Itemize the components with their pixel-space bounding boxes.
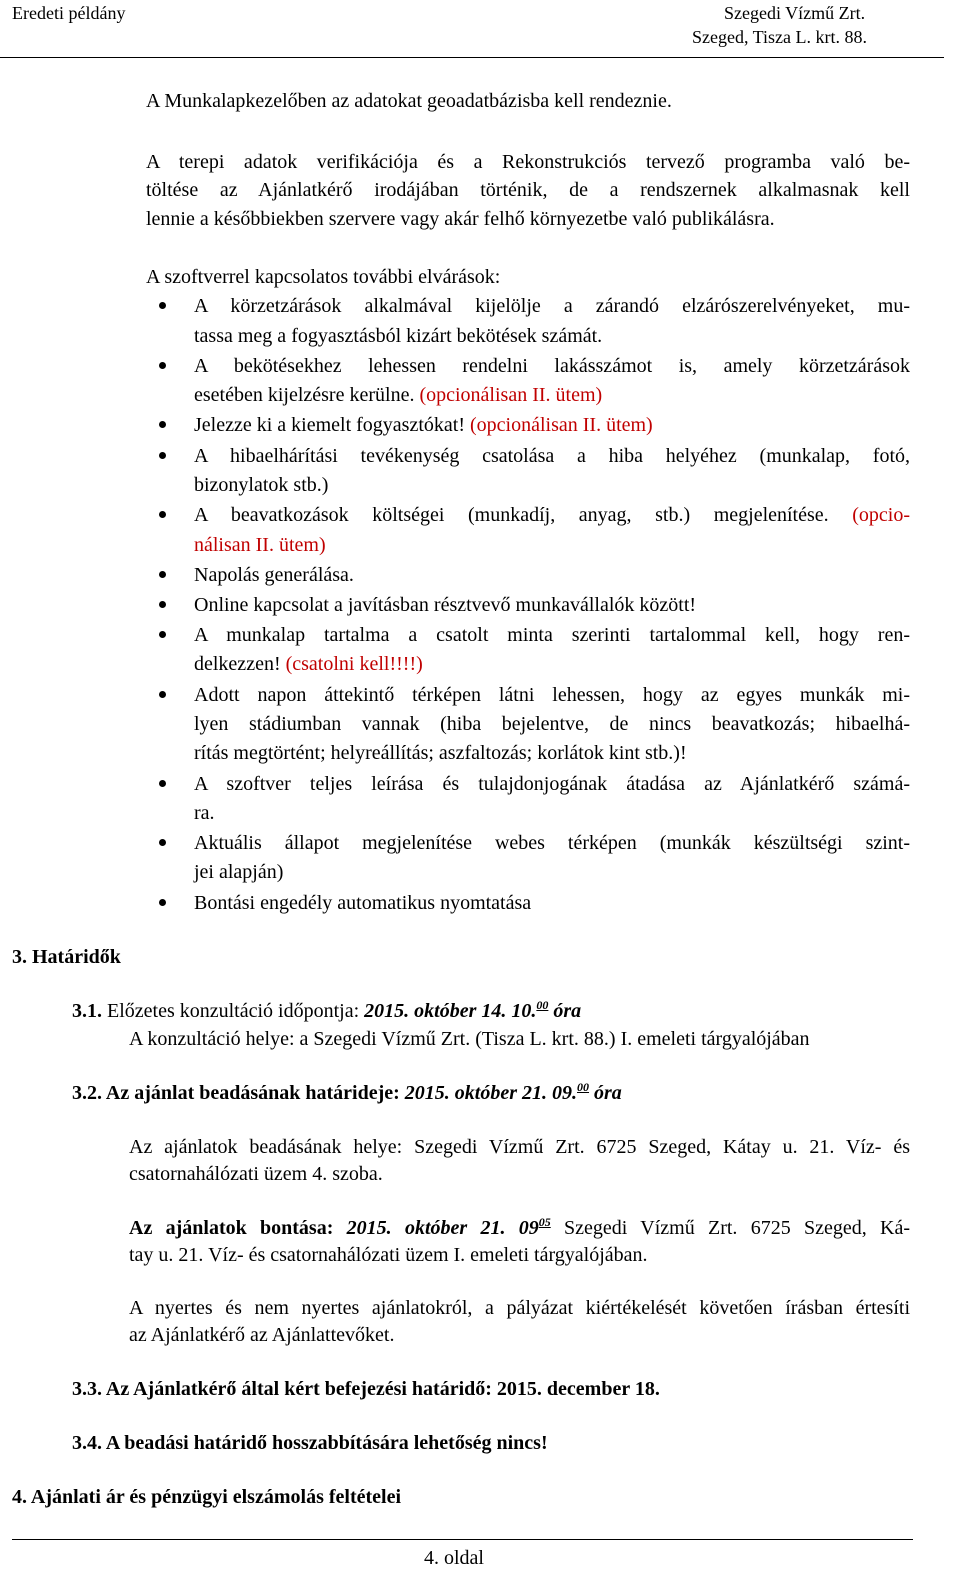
bullet-8-text: delkezzen! xyxy=(194,653,281,675)
bullet-2-text: esetében kijelzésre kerülne. xyxy=(194,384,415,406)
bullet-dot xyxy=(159,302,166,309)
item-3-2-label: Az ajánlat beadásának határideje: xyxy=(105,1082,400,1104)
section-3-heading: 3. Határidők xyxy=(12,946,121,968)
bullet-4-line2: bizonylatok stb.) xyxy=(194,474,329,496)
opening-line1 xyxy=(129,1216,910,1240)
bullet-2-line2 xyxy=(194,383,602,407)
opening-label: Az ajánlatok bontása: xyxy=(129,1217,334,1239)
bullet-dot xyxy=(159,839,166,846)
item-3-2-minutes: 00 xyxy=(577,1080,590,1094)
item-3-2-unit: óra xyxy=(594,1082,622,1104)
intro-paragraph-2-line3: lennie a későbbiekben szervere vagy akár felhő környezetbe való publikálásra. xyxy=(146,208,775,230)
item-3-1-label: Előzetes konzultáció időpontja: xyxy=(107,1000,360,1022)
intro-paragraph-1: A Munkalapkezelőben az adatokat geoadatbázisba kell rendeznie. xyxy=(146,90,672,112)
submission-place-line2: csatornahálózati üzem 4. szoba. xyxy=(129,1163,383,1185)
bullet-12: Bontási engedély automatikus nyomtatása xyxy=(194,892,532,914)
intro-paragraph-2-line2: töltése az Ajánlatkérő irodájában történik, de a rendszernek alkalmasnak kell xyxy=(146,179,910,201)
bullet-1-line2: tassa meg a fogyasztásból kizárt bekötések számát. xyxy=(194,325,603,347)
notification-line2: az Ajánlatkérő az Ajánlattevőket. xyxy=(129,1324,395,1346)
bullet-5-line2: nálisan II. ütem) xyxy=(194,534,326,556)
item-3-3: 3.3. Az Ajánlatkérő által kért befejezési határidő: 2015. december 18. xyxy=(72,1378,660,1400)
header-right-line2: Szeged, Tisza L. krt. 88. xyxy=(692,27,867,47)
submission-place-line1: Az ajánlatok beadásának helye: Szegedi Vízmű Zrt. 6725 Szeged, Kátay u. 21. Víz- és xyxy=(129,1136,910,1158)
header-right-line1: Szegedi Vízmű Zrt. xyxy=(724,3,866,23)
bullet-5-line1 xyxy=(194,503,910,527)
bullet-3-text: Jelezze ki a kiemelt fogyasztókat! xyxy=(194,414,465,436)
bullet-9-line2: lyen stádiumban vannak (hiba bejelentve, de nincs beavatkozás; hibaelhá- xyxy=(194,713,910,735)
opening-place: Szegedi Vízmű Zrt. 6725 Szeged, Ká- xyxy=(564,1217,911,1239)
bullet-9-line1: Adott napon áttekintő térképen látni lehessen, hogy az egyes munkák mi- xyxy=(194,684,910,706)
bullet-dot xyxy=(159,780,166,787)
bullet-5-text: A beavatkozások költségei (munkadíj, anyag, stb.) megjelenítése. xyxy=(194,504,829,526)
bullet-3 xyxy=(194,413,653,437)
bullet-8-line1: A munkalap tartalma a csatolt minta szerinti tartalommal kell, hogy ren- xyxy=(194,624,910,646)
footer-divider xyxy=(12,1539,913,1540)
optional-note: (opcionálisan II. ütem) xyxy=(470,414,653,436)
item-3-2-date: 2015. október 21. 09. xyxy=(404,1082,578,1104)
item-3-2 xyxy=(72,1081,622,1105)
bullet-11-line1: Aktuális állapot megjelenítése webes térképen (munkák készültségi szint- xyxy=(194,832,910,854)
header-left: Eredeti példány xyxy=(12,3,126,23)
bullet-dot xyxy=(159,601,166,608)
bullet-4-line1: A hibaelhárítási tevékenység csatolása a hiba helyéhez (munkalap, fotó, xyxy=(194,445,910,467)
attach-note: (csatolni kell!!!!) xyxy=(285,653,423,675)
optional-note: (opcio- xyxy=(852,504,910,526)
requirements-title: A szoftverrel kapcsolatos további elvárások: xyxy=(146,266,501,288)
item-3-1-unit: óra xyxy=(553,1000,582,1022)
bullet-dot xyxy=(159,362,166,369)
item-3-1 xyxy=(72,999,581,1023)
bullet-10-line1: A szoftver teljes leírása és tulajdonjogának átadása az Ajánlatkérő számá- xyxy=(194,773,910,795)
section-4-heading: 4. Ajánlati ár és pénzügyi elszámolás feltételei xyxy=(12,1486,402,1508)
intro-paragraph-2-line1: A terepi adatok verifikációja és a Rekonstrukciós tervező programba való be- xyxy=(146,151,910,173)
item-3-1-minutes: 00 xyxy=(536,998,549,1012)
bullet-6: Napolás generálása. xyxy=(194,564,354,586)
opening-line2: tay u. 21. Víz- és csatornahálózati üzem I. emeleti tárgyalójában. xyxy=(129,1244,648,1266)
bullet-dot xyxy=(159,691,166,698)
bullet-1-line1: A körzetzárások alkalmával kijelölje a zárandó elzárószerelvényeket, mu- xyxy=(194,295,910,317)
header-divider xyxy=(0,57,944,58)
bullet-dot xyxy=(159,899,166,906)
bullet-dot xyxy=(159,452,166,459)
bullet-2-line1: A bekötésekhez lehessen rendelni lakásszámot is, amely körzetzárások xyxy=(194,355,910,377)
bullet-dot xyxy=(159,631,166,638)
bullet-7: Online kapcsolat a javításban résztvevő munkavállalók között! xyxy=(194,594,697,616)
bullet-11-line2: jei alapján) xyxy=(194,861,284,883)
item-3-1-place: A konzultáció helye: a Szegedi Vízmű Zrt. (Tisza L. krt. 88.) I. emeleti tárgyalójában xyxy=(129,1028,810,1050)
item-3-4: 3.4. A beadási határidő hosszabbítására lehetőség nincs! xyxy=(72,1432,548,1454)
bullet-9-line3: rítás megtörtént; helyreállítás; aszfaltozás; korlátok kint stb.)! xyxy=(194,742,687,764)
item-3-1-date: 2015. október 14. 10. xyxy=(364,1000,537,1022)
item-3-2-number: 3.2. xyxy=(72,1082,102,1104)
bullet-dot xyxy=(159,571,166,578)
optional-note: (opcionálisan II. ütem) xyxy=(419,384,603,406)
opening-date: 2015. október 21. 09 xyxy=(346,1217,539,1239)
item-3-1-number: 3.1. xyxy=(72,1000,102,1022)
bullet-10-line2: ra. xyxy=(194,802,215,824)
opening-minutes: 05 xyxy=(538,1215,551,1229)
notification-line1: A nyertes és nem nyertes ajánlatokról, a pályázat kiértékelését követően írásban értesíti xyxy=(129,1297,910,1319)
bullet-8-line2 xyxy=(194,652,423,676)
bullet-dot xyxy=(159,421,166,428)
page-number: 4. oldal xyxy=(424,1547,484,1569)
bullet-dot xyxy=(159,511,166,518)
